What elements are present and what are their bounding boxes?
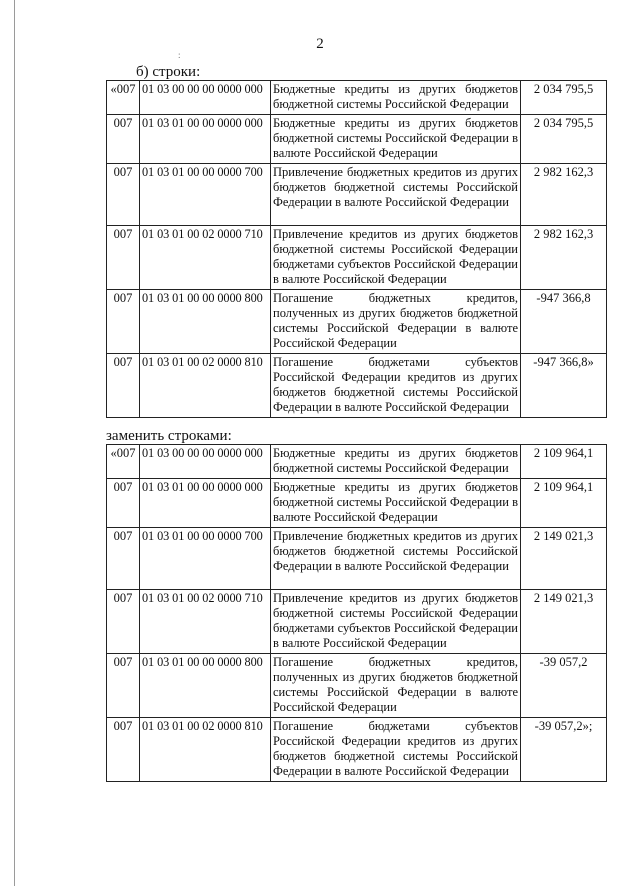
replace-caption: заменить строками:: [106, 428, 232, 444]
replace-table: [106, 444, 607, 782]
table-row: [107, 718, 607, 782]
amount-cell: 2 149 021,3: [521, 590, 607, 654]
budget-code-cell: 01 03 01 00 02 0000 810: [140, 718, 271, 782]
admin-code-cell: 007: [107, 528, 140, 590]
admin-code-cell: 007: [107, 115, 140, 164]
name-cell: Погашение бюджетных кредитов, полученных из других бюджетов бюджетной системы Российской Федерации в валюте Российской Федерации: [271, 654, 521, 718]
table-row: [107, 445, 607, 479]
budget-code-cell: 01 03 01 00 02 0000 710: [140, 226, 271, 290]
section-b-caption: б) строки:: [136, 64, 201, 80]
amount-cell: 2 149 021,3: [521, 528, 607, 590]
admin-code-cell: «007: [107, 81, 140, 115]
scan-edge-line: [14, 0, 15, 886]
page-number: 2: [316, 36, 324, 52]
section-b-table: [106, 80, 607, 418]
name-cell: Бюджетные кредиты из других бюджетов бюджетной системы Российской Федерации в валюте Российской Федерации: [271, 479, 521, 528]
name-cell: Привлечение кредитов из других бюджетов бюджетной системы Российской Федерации бюджетами субъектов Российской Федерации в валюте Российской Федерации: [271, 226, 521, 290]
table-row: [107, 290, 607, 354]
admin-code-cell: 007: [107, 226, 140, 290]
table-row: [107, 354, 607, 418]
table-row: [107, 528, 607, 590]
amount-cell: -39 057,2»;: [521, 718, 607, 782]
name-cell: Погашение бюджетами субъектов Российской Федерации кредитов из других бюджетов бюджетной системы Российской Федерации в валюте Российской Федерации: [271, 718, 521, 782]
table-row: [107, 81, 607, 115]
budget-code-cell: 01 03 00 00 00 0000 000: [140, 445, 271, 479]
amount-cell: 2 034 795,5: [521, 115, 607, 164]
admin-code-cell: 007: [107, 290, 140, 354]
amount-cell: 2 982 162,3: [521, 164, 607, 226]
name-cell: Бюджетные кредиты из других бюджетов бюджетной системы Российской Федерации: [271, 445, 521, 479]
amount-cell: -947 366,8»: [521, 354, 607, 418]
admin-code-cell: 007: [107, 590, 140, 654]
table-row: [107, 590, 607, 654]
budget-code-cell: 01 03 01 00 00 0000 800: [140, 654, 271, 718]
name-cell: Погашение бюджетами субъектов Российской Федерации кредитов из других бюджетов бюджетной системы Российской Федерации в валюте Российской Федерации: [271, 354, 521, 418]
admin-code-cell: 007: [107, 718, 140, 782]
name-cell: Привлечение кредитов из других бюджетов бюджетной системы Российской Федерации бюджетами субъектов Российской Федерации в валюте Российской Федерации: [271, 590, 521, 654]
budget-code-cell: 01 03 01 00 00 0000 700: [140, 164, 271, 226]
admin-code-cell: 007: [107, 354, 140, 418]
table-row: [107, 479, 607, 528]
budget-code-cell: 01 03 01 00 00 0000 800: [140, 290, 271, 354]
budget-code-cell: 01 03 01 00 00 0000 000: [140, 115, 271, 164]
budget-code-cell: 01 03 01 00 02 0000 810: [140, 354, 271, 418]
table-row: [107, 115, 607, 164]
budget-code-cell: 01 03 01 00 00 0000 700: [140, 528, 271, 590]
name-cell: Бюджетные кредиты из других бюджетов бюджетной системы Российской Федерации в валюте Российской Федерации: [271, 115, 521, 164]
table-row: [107, 226, 607, 290]
name-cell: Погашение бюджетных кредитов, полученных из других бюджетов бюджетной системы Российской Федерации в валюте Российской Федерации: [271, 290, 521, 354]
amount-cell: 2 109 964,1: [521, 445, 607, 479]
admin-code-cell: «007: [107, 445, 140, 479]
admin-code-cell: 007: [107, 479, 140, 528]
budget-code-cell: 01 03 01 00 00 0000 000: [140, 479, 271, 528]
scan-mark: :: [178, 50, 181, 60]
amount-cell: 2 982 162,3: [521, 226, 607, 290]
name-cell: Привлечение бюджетных кредитов из других бюджетов бюджетной системы Российской Федерации в валюте Российской Федерации: [271, 164, 521, 226]
table-row: [107, 164, 607, 226]
amount-cell: 2 109 964,1: [521, 479, 607, 528]
amount-cell: -947 366,8: [521, 290, 607, 354]
admin-code-cell: 007: [107, 164, 140, 226]
name-cell: Привлечение бюджетных кредитов из других бюджетов бюджетной системы Российской Федерации в валюте Российской Федерации: [271, 528, 521, 590]
budget-code-cell: 01 03 00 00 00 0000 000: [140, 81, 271, 115]
table-row: [107, 654, 607, 718]
name-cell: Бюджетные кредиты из других бюджетов бюджетной системы Российской Федерации: [271, 81, 521, 115]
admin-code-cell: 007: [107, 654, 140, 718]
amount-cell: -39 057,2: [521, 654, 607, 718]
amount-cell: 2 034 795,5: [521, 81, 607, 115]
budget-code-cell: 01 03 01 00 02 0000 710: [140, 590, 271, 654]
